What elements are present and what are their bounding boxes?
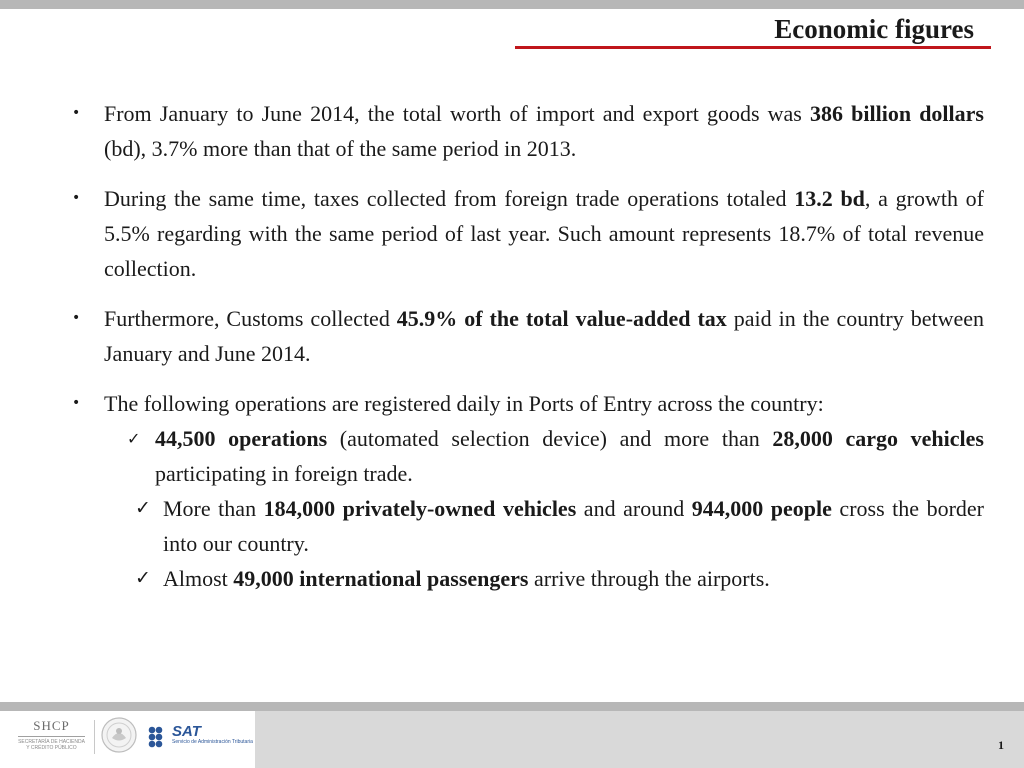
shcp-logo-sub2: Y CRÉDITO PÚBLICO [26,745,77,751]
emphasis-text: 944,000 people [691,496,832,521]
bullet-text [104,391,824,416]
bullet-item [72,301,984,371]
shcp-logo [14,718,89,762]
emphasis-text: 49,000 international passengers [233,566,529,591]
body-text: paid in the country between January and June 2014. [104,306,984,366]
shcp-logo-sub1: SECRETARÍA DE HACIENDA [18,739,85,745]
sub-item [72,561,984,596]
footer-panel [255,711,1024,768]
sat-logo-sub: Servicio de Administración Tributaria [172,739,253,745]
page-number: 1 [998,738,1004,752]
sat-logo [148,724,253,748]
bullet-item [72,181,984,286]
checkmark-icon: ✓ [127,429,141,448]
sub-item-text [163,496,984,556]
slide-title: Economic figures [774,14,974,44]
bullet-dot: • [72,395,81,411]
shcp-logo-rule [18,736,85,737]
checkmark-icon: ✓ [135,497,151,519]
sat-dots-icon [148,726,170,748]
emphasis-text: 44,500 operations [155,426,328,451]
body-text: (bd), 3.7% more than that of the same period in 2013. [104,136,577,161]
body-text: cross the border into our country. [163,496,985,556]
sat-logo-text: SAT [172,723,201,740]
bullet-text [104,101,984,161]
bullet-item [72,96,984,166]
body-text: and around [576,496,692,521]
top-bar [0,0,1024,9]
bullet-dot: • [72,190,81,206]
body-text: The following operations are registered daily in Ports of Entry across the country: [104,391,824,416]
sub-item [72,491,984,561]
bullet-dot: • [72,105,81,121]
emphasis-text: 28,000 cargo vehicles [772,426,984,451]
bullet-text [104,306,984,366]
emphasis-text: 13.2 bd [794,186,865,211]
bullet-dot: • [72,310,81,326]
emphasis-text: 45.9% of the total value-added tax [396,306,727,331]
checkmark-icon: ✓ [135,567,151,589]
bullet-item [72,386,984,421]
body-text: participating in foreign trade. [155,461,413,486]
bullet-text [104,186,984,281]
body-text: , a growth of 5.5% regarding with the same period of last year. Such amount represents 18.7% of total revenue collection. [104,186,984,281]
body-text: Almost [163,566,234,591]
mexico-seal-icon [100,716,138,754]
body-text: (automated selection device) and more than [327,426,773,451]
emphasis-text: 184,000 privately-owned vehicles [263,496,577,521]
body-text: More than [163,496,264,521]
sub-item-text [163,566,770,591]
body-text: During the same time, taxes collected from foreign trade operations totaled [104,186,795,211]
logo-divider [94,720,95,754]
sub-item-text [155,426,984,486]
body-text: arrive through the airports. [528,566,770,591]
title-underline [515,46,991,49]
slide-content [72,96,984,596]
emphasis-text: 386 billion dollars [810,101,984,126]
body-text: From January to June 2014, the total worth of import and export goods was [104,101,810,126]
shcp-logo-text: SHCP [33,718,70,733]
body-text: Furthermore, Customs collected [104,306,397,331]
sub-item [72,421,984,491]
footer-bar [0,702,1024,711]
